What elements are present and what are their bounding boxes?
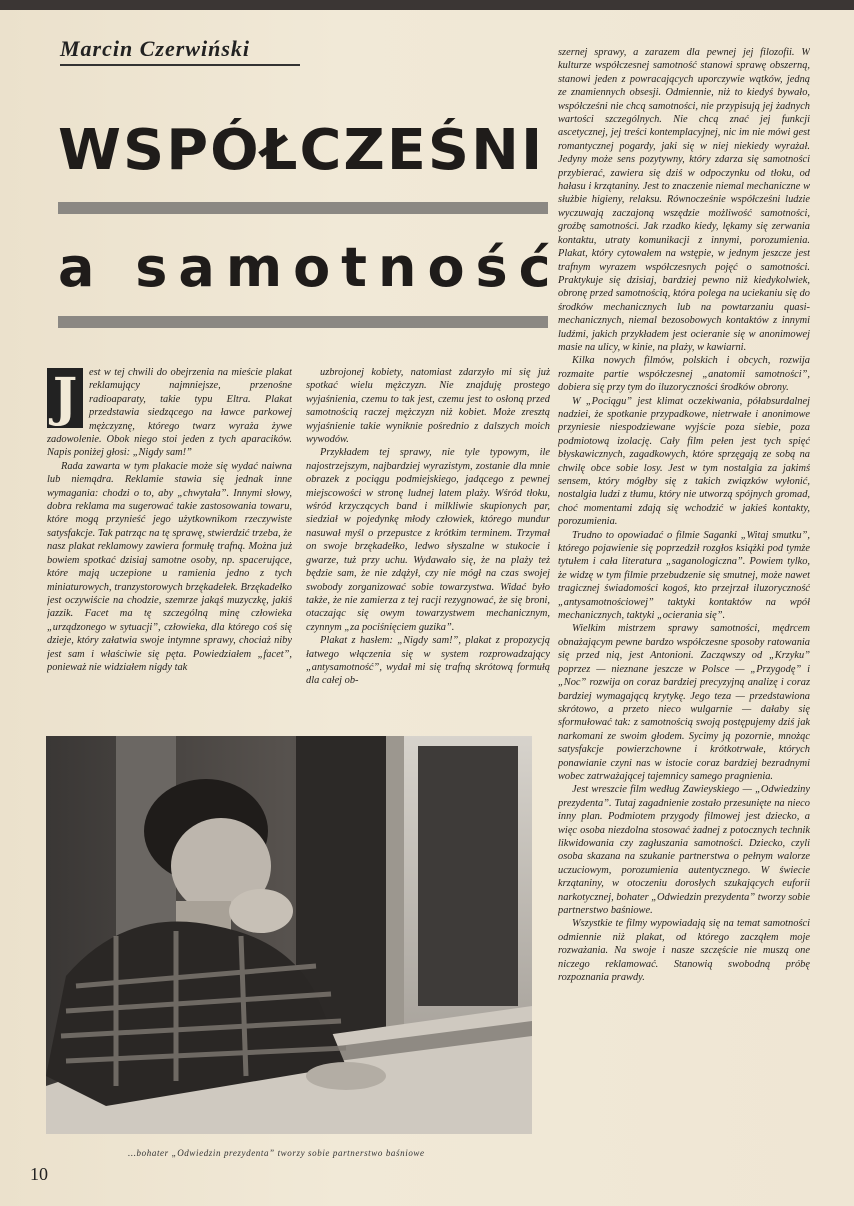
- paragraph: Trudno to opowiadać o filmie Saganki „Witaj smutku”, którego pojawienie się poprzedził rozgłos książki pod tymże tytułem i cała literatura „saganologiczna”. Powiem tylko, że widzę w tym filmie przebudzenie się smutnej, może nawet tragicznej świadomości kogoś, kto przejrzał iluzoryczność „antysamotnościowej” taktyki kontaktów na wpół mechanicznych, taktyki „ocierania się”.: [558, 529, 810, 622]
- paragraph: uzbrojonej kobiety, natomiast zdarzyło mi się już spotkać wielu mężczyzn. Nie znajduję prostego wyjaśnienia, czemu to tak jest, czemu jest to osłoną przed samotnością raczej mężczyzn niż kobiet. Może zresztą wyjaśnienie takie wyniknie pośrednio z dalszych moich wywodów.: [306, 367, 550, 446]
- top-edge-strip: [0, 0, 854, 10]
- paragraph: Rada zawarta w tym plakacie może się wydać naiwna lub niemądra. Reklamie stawia się jednak inne wymagania: chodzi o to, aby „chwytała”. Innymi słowy, dobra reklama ma sugerować takie zastosowania towaru, które mogą przynieść jego użytkownikom rzeczywiste satysfakcje. Tak patrząc na tę sprawę, stwierdzić trzeba, że nasz plakat reklamowy zawiera formułę trafną. Można już bowiem spotkać dzisiaj samotne osoby, np. spacerujące, które mają uczepione u ramienia jedno z tych miniaturowych, tranzystorowych brzękadełek. Brzękadełko jest oczywiście na chodzie, szemrze jakąś muzyczkę, jakiś jazzik. Facet ma tę szczególną minę człowieka „urządzonego w sytuacji”, człowieka, dla którego coś się dzieje, który załatwia swoje intymne sprawy, chociaż niby jest sam i właściwie się pęta. Powiedziałem „facet”, ponieważ nie widziałem nigdy tak: [47, 460, 292, 673]
- title-divider-bar: [58, 202, 548, 214]
- paragraph: Jest wreszcie film według Zawieyskiego — „Odwiedziny prezydenta”. Tutaj zagadnienie zostało przesunięte na nieco inny plan. Podmiotem przygody filmowej jest dziecko, a więc osoba niezdolna stosować żadnej z potocznych technik likwidowania czy zagłuszania samotności. Dziecko, czyli osoba skazana na szukanie partnerstwa o pełnym walorze uczuciowym, porozumienia autentycznego. W świecie krzątaniny, w otoczeniu dorosłych szukających euforii narkotycznej, bohater „Odwiedzin prezydenta” tworzy sobie partnerstwo baśniowe.: [558, 784, 810, 916]
- page-number: 10: [30, 1164, 48, 1184]
- headline-line-1: WSPÓŁCZEŚNI: [58, 118, 545, 183]
- paragraph: szernej sprawy, a zarazem dla pewnej jej filozofii. W kulturze współczesnej samotność stanowi sprawę obszerną, stanowi jeden z powracających uporczywie wątków, jedną ze znamiennych obsesji. Odmiennie, niż to kiedyś bywało, współcześni nie chcą samotności, nie przypisują jej żadnych wartości szczególnych. Nie chcą znać jej funkcji ascetycznej, jej treści kontemplacyjnej, nic im nie mówi gest romantycznej pogardy, jaki się w niej niekiedy wyrażał. Jedyny może sens pozytywny, który zdarza się samotności przybierać, zawiera się dziś w odpoczynku od tłoku, od hałasu i krzątaniny. Jest to znaczenie niemal mechaniczne w służbie higieny, relaksu. Równocześnie współcześni ludzie wyczuwają zaczajoną wszędzie możliwość samotności, groźbę samotności. Jak rzadko kiedy, lękamy się zerwania kontaktu, utraty komunikacji z innymi, porozumienia. Plakat, który cytowałem na wstępie, w jednym jeszcze jest trafnym wyrazem współczesnych pojęć o samotności. Praktykuje się dzisiaj, bardziej pewno niż kiedykolwiek, obronę przed samotnością, która polega na uciekaniu się do środków mechanicznych lub na powtarzaniu quasi-mechanicznych, niemal bezosobowych kontaktów z innymi ludźmi, jakich przykładem jest ocieranie się w anonimowej masie na ulicy, w kinie, na plaży, w kawiarni.: [558, 47, 810, 353]
- paragraph: Kilka nowych filmów, polskich i obcych, rozwija rozmaite partie współczesnej „anatomii samotności”, dobiera się przy tym do iluzoryczności środków obrony.: [558, 355, 810, 394]
- article-column-3: [558, 46, 810, 1176]
- film-still-photo: [46, 736, 532, 1134]
- title-divider-bar: [58, 316, 548, 328]
- paragraph: Wszystkie te filmy wypowiadają się na temat samotności odmiennie niż plakat, od którego zacząłem moje rozważania. Na swoje i nasze szczęście nie muszą one niczego reklamować. Stanowią swobodną próbę rozpoznania prawdy.: [558, 918, 810, 984]
- boy-at-window-illustration: [46, 736, 532, 1134]
- paragraph: Plakat z hasłem: „Nigdy sam!”, plakat z propozycją łatwego włączenia się w system rozprowadzający „antysamotność”, wydał mi się trafną skrótową formułą dla całej ob-: [306, 635, 550, 687]
- article-column-2: [306, 366, 550, 716]
- drop-cap: J: [47, 368, 83, 428]
- paragraph-text: est w tej chwili do obejrzenia na mieście plakat reklamujący najmniejsze, przenośne radioaparaty, takie typu Eltra. Plakat przedstawia siedzącego na ławce parkowej mężczyznę, którego twarz wyraża żywe zadowolenie. Obok niego stoi jeden z tych aparacików. Napis poniżej głosi: „Nigdy sam!”: [47, 367, 292, 459]
- headline-line-2: a samotność: [58, 236, 562, 299]
- paragraph: Przykładem tej sprawy, nie tyle typowym, ile najostrzejszym, najbardziej wyrazistym, zostanie dla mnie obrazek z pociągu podmiejskiego, jadącego z pewnej miejscowości w stronę ludnej latem plaży. Wśród tłoku, wśród krzyczących band i milkliwie skupionych par, siedział w pojedynkę młody człowiek, którego mundur nasuwał myśl o przepustce z krótkim terminem. Trzymał on swoje brzękadełko, ledwo słyszalne w stukocie i gwarze, tuż przy uchu. Wydawało się, że na plaży też będzie sam, że nie zdążył, czy nie mógł na czas swojej swobody zorganizować sobie towarzystwa. Widać było także, że nie zamierza z tej racji rezygnować, że się broni, otaczając się owym towarzystwem mechanicznym, czynnym „za pociśnięciem guzika”.: [306, 447, 550, 633]
- article-column-1: [47, 366, 292, 716]
- paragraph: [47, 366, 292, 460]
- paragraph: W „Pociągu” jest klimat oczekiwania, półabsurdalnej nadziei, że spotkanie przypadkowe, nietrwałe i anonimowe przyniesie niespodziewane wyjście poza siebie, poza podmiotową izolację. Cały film pełen jest tych spięć błyskawicznych, zagadkowych, które sprzęgają ze sobą na chwilę obce sobie losy. Jest w tym nostalgia za jakimś sensem, który mógłby się z takich związków wyłonić, nostalgia ludzi z tłumu, który nie utworzą spójnych gromad, choć momentami zdają się wchodzić w jakieś kontakty, porozumienia.: [558, 395, 810, 528]
- author-name: Marcin Czerwiński: [60, 36, 250, 61]
- photo-caption: ...bohater „Odwiedzin prezydenta” tworzy sobie partnerstwo baśniowe: [128, 1148, 425, 1158]
- paragraph: Wielkim mistrzem sprawy samotności, mędrcem obnażającym pewne bardzo współczesne sposoby ratowania się przed nią, jest Antonioni. Zacząwszy od „Krzyku” poprzez — nieznane jeszcze w Polsce — „Przygodę” i „Noc” rozwija on coraz bardziej precyzyjną analizę i coraz bardziej wymagającą krytykę. Jego teza — przedstawiona skrótowo, a przeto nieco wulgarnie — dałaby się sformułować tak: z samotnością swoją postępujemy dziś jak narkomani ze swoim głodem. Sycimy ją pozornie, mnożąc satysfakcje powierzchowne i krótkotrwałe, których ponawianie czyni nas w istocie coraz bardziej bezradnymi wobec zatrważającej tajemnicy samego pragnienia.: [558, 623, 810, 782]
- author-underline: [60, 64, 300, 66]
